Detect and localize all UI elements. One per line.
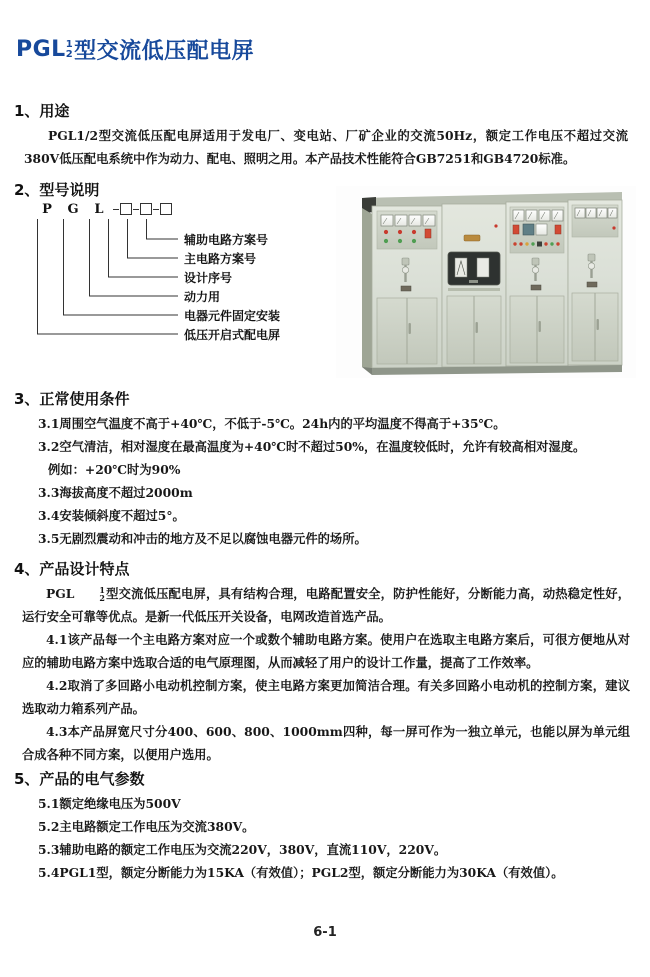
- section-heading-4: 4、产品设计特点: [14, 560, 130, 578]
- title-prefix: PGL: [16, 37, 66, 62]
- code-letter-g: G: [67, 201, 79, 217]
- product-photo: [336, 186, 636, 378]
- section3-item-4: 3.4安装倾斜度不超过5°。: [38, 508, 185, 523]
- product-photo-illustration: [336, 186, 636, 378]
- section4-item-1: 4.1该产品每一个主电路方案对应一个或数个辅助电路方案。使用户在选取主电路方案后，可很方便地从对应的辅助电路方案中选取合适的电气原理图，从而减轻了用户的设计工作量，提高了工作效率。: [22, 632, 630, 670]
- diagram-label-fixed-mounting: 电器元件固定安装: [184, 309, 281, 323]
- section4-lead-prefix: PGL: [46, 586, 75, 601]
- diagram-label-power-use: 动力用: [184, 290, 221, 304]
- section4-fraction-denominator: 2: [99, 592, 105, 603]
- section1-paragraph: PGL1/2型交流低压配电屏适用于发电厂、变电站、厂矿企业的交流50Hz，额定工作电压不超过交流380V低压配电系统中作为动力、配电、照明之用。本产品技术性能符合GB7251和GB4720标准。: [24, 128, 628, 166]
- diagram-label-design-serial: 设计序号: [184, 271, 233, 285]
- section4-lead-fraction: [75, 584, 105, 603]
- code-letter-l: L: [94, 201, 104, 217]
- section4-item-2: 4.2取消了多回路小电动机控制方案，使主电路方案更加简洁合理。有关多回路小电动机的控制方案，建议选取动力箱系列产品。: [22, 678, 630, 716]
- section3-item-2: 3.2空气清洁，相对湿度在最高温度为+40℃时不超过50%，在温度较低时，允许有较高相对湿度。: [38, 439, 586, 454]
- title-fraction-numerator: 1: [65, 39, 74, 50]
- section4-item-3: 4.3本产品屏宽尺寸分400、600、800、1000mm四种，每一屏可作为一独立单元，也能以屏为单元组合成各种不同方案，以便用户选用。: [22, 724, 630, 762]
- page-footer: [0, 925, 650, 940]
- section3-item-example: 例如：+20℃时为90%: [48, 462, 181, 477]
- title-fraction-denominator: 2: [65, 48, 74, 60]
- section-heading-2: 2、型号说明: [14, 181, 100, 199]
- section5-item-2: 5.2主电路额定工作电压为交流380V。: [38, 819, 255, 834]
- section3-item-5: 3.5无剧烈震动和冲击的地方及不足以腐蚀电器元件的场所。: [38, 531, 367, 546]
- section3-item-3: 3.3海拔高度不超过2000m: [38, 485, 193, 500]
- section-heading-1: 1、用途: [14, 102, 70, 120]
- diagram-label-aux-circuit-scheme: 辅助电路方案号: [184, 233, 269, 247]
- model-code-diagram: [34, 200, 334, 345]
- section3-item-1: 3.1周围空气温度不高于+40℃，不低于-5℃。24h内的平均温度不得高于+35℃。: [38, 416, 506, 431]
- section4-lead-paragraph: [22, 582, 630, 628]
- section4-fraction-numerator: 1: [99, 584, 105, 595]
- section5-item-1: 5.1额定绝缘电压为500V: [38, 796, 181, 811]
- diagram-label-open-type-panel: 低压开启式配电屏: [184, 328, 281, 342]
- section5-item-4: 5.4PGL1型，额定分断能力为15KA（有效值）；PGL2型，额定分断能力为30KA（有效值）。: [38, 865, 564, 880]
- section-heading-3: 3、正常使用条件: [14, 390, 130, 408]
- page-title: [16, 34, 254, 65]
- section4-lead-rest: 型交流低压配电屏，具有结构合理，电路配置安全，防护性能好，分断能力高，动热稳定性好，运行安全可靠等优点。是新一代低压开关设备，电网改造首选产品。: [22, 586, 630, 624]
- code-letter-p: P: [42, 201, 52, 217]
- section-heading-5: 5、产品的电气参数: [14, 770, 145, 788]
- title-fraction: [66, 40, 73, 59]
- title-suffix: 型交流低压配电屏: [74, 39, 255, 64]
- section5-item-3: 5.3辅助电路的额定工作电压为交流220V，380V，直流110V，220V。: [38, 842, 447, 857]
- page-number: 6-1: [313, 925, 337, 940]
- diagram-label-main-circuit-scheme: 主电路方案号: [184, 252, 257, 266]
